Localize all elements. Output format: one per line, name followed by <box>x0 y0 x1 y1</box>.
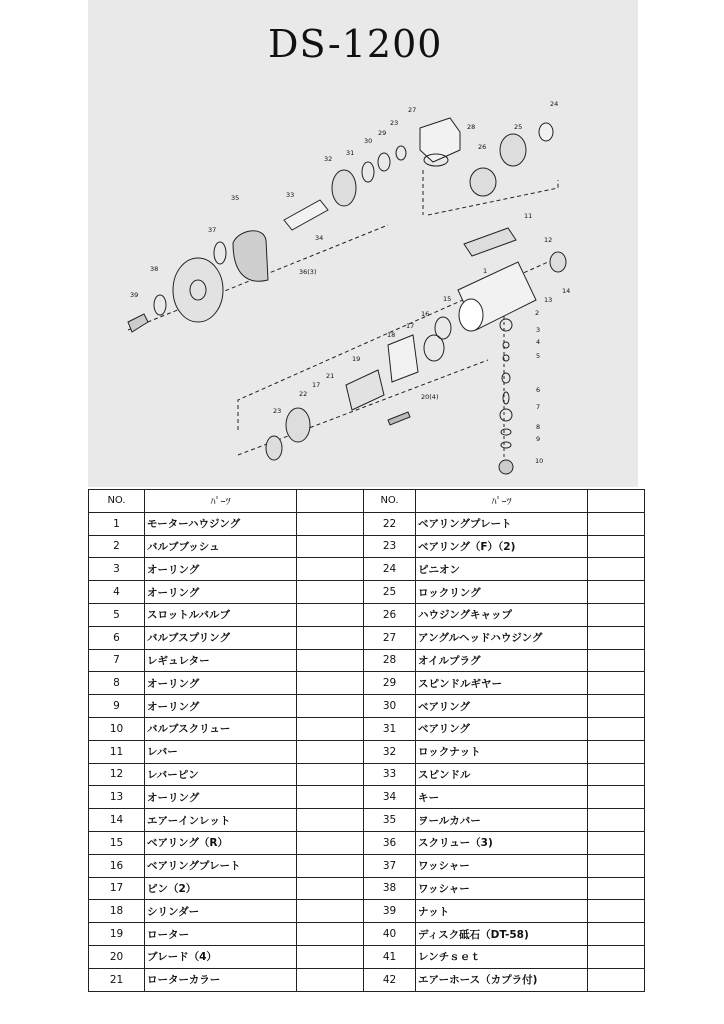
rotor <box>346 370 384 410</box>
part-name: エアーホース（カプラ付) <box>416 968 588 991</box>
part-name: レバー <box>145 740 297 763</box>
part-number: 32 <box>364 740 416 763</box>
blank-cell <box>588 809 645 832</box>
part-name: オーリング <box>145 581 297 604</box>
part-name: バルブブッシュ <box>145 535 297 558</box>
part-name: ベアリング（R） <box>145 831 297 854</box>
part-number: 6 <box>89 626 145 649</box>
label-25: 25 <box>514 123 523 131</box>
part-name: ベアリングプレート <box>145 854 297 877</box>
blank-cell <box>297 558 364 581</box>
part-name: キー <box>416 786 588 809</box>
lever <box>464 228 516 256</box>
part-name: ブレード（4） <box>145 945 297 968</box>
part-number: 26 <box>364 603 416 626</box>
part-name: ロックリング <box>416 581 588 604</box>
blank-cell <box>297 649 364 672</box>
blank-cell <box>588 603 645 626</box>
part-name: オイルプラグ <box>416 649 588 672</box>
blank-cell <box>588 831 645 854</box>
blank-cell <box>588 626 645 649</box>
part-name: オーリング <box>145 786 297 809</box>
cylinder <box>388 335 418 382</box>
blank-cell <box>297 763 364 786</box>
blank-cell <box>588 649 645 672</box>
blank-cell <box>297 900 364 923</box>
label-6: 6 <box>536 386 541 394</box>
label-11: 11 <box>524 212 533 220</box>
part-number: 9 <box>89 695 145 718</box>
part-name: シリンダー <box>145 900 297 923</box>
table-row <box>89 695 645 718</box>
blank-cell <box>588 945 645 968</box>
part-number: 28 <box>364 649 416 672</box>
table-row <box>89 512 645 535</box>
label-3: 3 <box>536 326 541 334</box>
part-number: 30 <box>364 695 416 718</box>
part-number: 3 <box>89 558 145 581</box>
label-2: 2 <box>535 309 540 317</box>
part-name: スピンドルギヤー <box>416 672 588 695</box>
label-17b: 17 <box>312 381 321 389</box>
part-number: 2 <box>89 535 145 558</box>
blank-cell <box>297 512 364 535</box>
o-ring-9 <box>501 442 511 448</box>
blank-cell <box>297 535 364 558</box>
label-30: 30 <box>364 137 373 145</box>
parts-table-body <box>89 512 645 991</box>
blank-cell <box>588 672 645 695</box>
table-row <box>89 558 645 581</box>
label-29: 29 <box>378 129 387 137</box>
o-ring-3 <box>503 342 509 348</box>
blank-cell <box>588 763 645 786</box>
table-row <box>89 649 645 672</box>
blank-cell <box>297 854 364 877</box>
label-7: 7 <box>536 403 541 411</box>
blank-cell <box>588 695 645 718</box>
parts-table <box>88 489 645 992</box>
table-row <box>89 877 645 900</box>
blank-cell <box>297 968 364 991</box>
part-name: ベアリング <box>416 717 588 740</box>
blank-cell <box>297 877 364 900</box>
part-name: ベアリング <box>416 695 588 718</box>
part-number: 20 <box>89 945 145 968</box>
part-number: 16 <box>89 854 145 877</box>
part-number: 31 <box>364 717 416 740</box>
washer-38 <box>154 295 166 315</box>
bearing-plate-22 <box>286 408 310 442</box>
label-16: 16 <box>421 310 430 318</box>
diagram-drawing <box>88 0 638 487</box>
table-header-row <box>89 490 645 513</box>
table-row <box>89 831 645 854</box>
header-parts-left: ﾊﾟｰﾂ <box>145 490 297 513</box>
blank-cell <box>588 923 645 946</box>
part-name: ヲールカバー <box>416 809 588 832</box>
part-number: 25 <box>364 581 416 604</box>
header-blank-right <box>588 490 645 513</box>
part-name: ロックナット <box>416 740 588 763</box>
label-19: 19 <box>352 355 361 363</box>
label-39: 39 <box>130 291 139 299</box>
label-35: 35 <box>231 194 240 202</box>
part-number: 42 <box>364 968 416 991</box>
blank-cell <box>297 809 364 832</box>
label-37: 37 <box>208 226 217 234</box>
table-row <box>89 809 645 832</box>
part-number: 27 <box>364 626 416 649</box>
label-22: 22 <box>299 390 308 398</box>
model-title: DS-1200 <box>268 22 443 66</box>
bearing-23 <box>266 436 282 460</box>
part-name: アングルヘッドハウジング <box>416 626 588 649</box>
blank-cell <box>588 968 645 991</box>
label-27: 27 <box>408 106 417 114</box>
table-row <box>89 900 645 923</box>
part-number: 15 <box>89 831 145 854</box>
blank-cell <box>588 740 645 763</box>
table-row <box>89 603 645 626</box>
table-row <box>89 717 645 740</box>
table-row <box>89 535 645 558</box>
header-no-right: NO. <box>364 490 416 513</box>
blank-cell <box>297 717 364 740</box>
part-number: 19 <box>89 923 145 946</box>
spindle-gear <box>396 146 406 160</box>
label-9: 9 <box>536 435 541 443</box>
part-name: ディスク砥石（DT-58) <box>416 923 588 946</box>
part-name: バルブスクリュー <box>145 717 297 740</box>
part-number: 40 <box>364 923 416 946</box>
part-name: スピンドル <box>416 763 588 786</box>
label-36: 36(3) <box>299 268 317 276</box>
washer-37 <box>214 242 226 264</box>
part-name: レギュレター <box>145 649 297 672</box>
bearing-plate-16 <box>424 335 444 361</box>
part-number: 5 <box>89 603 145 626</box>
blank-cell <box>588 786 645 809</box>
part-number: 7 <box>89 649 145 672</box>
blank-cell <box>297 786 364 809</box>
part-number: 13 <box>89 786 145 809</box>
part-number: 24 <box>364 558 416 581</box>
blank-cell <box>588 512 645 535</box>
table-row <box>89 968 645 991</box>
part-number: 4 <box>89 581 145 604</box>
o-ring-8 <box>501 429 511 435</box>
part-number: 21 <box>89 968 145 991</box>
part-name: オーリング <box>145 558 297 581</box>
nut <box>128 314 148 332</box>
part-number: 17 <box>89 877 145 900</box>
angle-head-housing <box>420 118 460 162</box>
label-21: 21 <box>326 372 335 380</box>
label-15: 15 <box>443 295 452 303</box>
label-33: 33 <box>286 191 295 199</box>
header-no-left: NO. <box>89 490 145 513</box>
blank-cell <box>588 535 645 558</box>
table-row <box>89 945 645 968</box>
part-name: エアーインレット <box>145 809 297 832</box>
part-name: レバーピン <box>145 763 297 786</box>
label-14: 14 <box>562 287 571 295</box>
table-row <box>89 854 645 877</box>
label-32: 32 <box>324 155 333 163</box>
label-5: 5 <box>536 352 541 360</box>
table-row <box>89 626 645 649</box>
blank-cell <box>588 581 645 604</box>
blank-cell <box>297 695 364 718</box>
part-number: 18 <box>89 900 145 923</box>
part-number: 10 <box>89 717 145 740</box>
part-name: ピニオン <box>416 558 588 581</box>
lock-nut <box>332 170 356 206</box>
part-name: バルブスプリング <box>145 626 297 649</box>
part-number: 37 <box>364 854 416 877</box>
bearing-30 <box>378 153 390 171</box>
part-name: レンチｓｅｔ <box>416 945 588 968</box>
part-number: 22 <box>364 512 416 535</box>
part-name: ハウジングキャップ <box>416 603 588 626</box>
label-18: 18 <box>387 331 396 339</box>
valve-bushing <box>500 319 512 331</box>
part-number: 38 <box>364 877 416 900</box>
part-number: 12 <box>89 763 145 786</box>
table-row <box>89 763 645 786</box>
part-name: ローターカラー <box>145 968 297 991</box>
part-number: 35 <box>364 809 416 832</box>
part-number: 41 <box>364 945 416 968</box>
label-38: 38 <box>150 265 159 273</box>
label-10: 10 <box>535 457 544 465</box>
part-name: モーターハウジング <box>145 512 297 535</box>
label-34: 34 <box>315 234 324 242</box>
part-name: ベアリング（F）（2) <box>416 535 588 558</box>
label-17a: 17 <box>406 322 415 330</box>
label-1: 1 <box>483 267 488 275</box>
blank-cell <box>297 672 364 695</box>
label-23: 23 <box>390 119 399 127</box>
part-name: ワッシャー <box>416 877 588 900</box>
blank-cell <box>588 558 645 581</box>
label-26: 26 <box>478 143 487 151</box>
valve-screw <box>499 460 513 474</box>
part-number: 14 <box>89 809 145 832</box>
disc-grinder <box>173 258 223 322</box>
part-number: 29 <box>364 672 416 695</box>
table-row <box>89 740 645 763</box>
blank-cell <box>297 740 364 763</box>
blank-cell <box>588 717 645 740</box>
part-number: 8 <box>89 672 145 695</box>
blade <box>388 412 410 425</box>
exploded-diagram <box>88 0 638 487</box>
bearing-31 <box>362 162 374 182</box>
part-name: ベアリングプレート <box>416 512 588 535</box>
part-name: スクリュー（3) <box>416 831 588 854</box>
label-23b: 23 <box>273 407 282 415</box>
part-name: オーリング <box>145 695 297 718</box>
blank-cell <box>297 626 364 649</box>
part-name: ローター <box>145 923 297 946</box>
header-parts-right: ﾊﾟｰﾂ <box>416 490 588 513</box>
blank-cell <box>297 831 364 854</box>
part-name: ピン（2） <box>145 877 297 900</box>
label-20: 20(4) <box>421 393 439 401</box>
part-name: オーリング <box>145 672 297 695</box>
label-28: 28 <box>467 123 476 131</box>
regulator <box>500 409 512 421</box>
table-row <box>89 786 645 809</box>
part-number: 39 <box>364 900 416 923</box>
blank-cell <box>297 923 364 946</box>
part-name: ナット <box>416 900 588 923</box>
label-31: 31 <box>346 149 355 157</box>
blank-cell <box>588 900 645 923</box>
throttle-valve <box>502 373 510 383</box>
blank-cell <box>588 854 645 877</box>
housing-cap <box>470 168 496 196</box>
spindle <box>284 200 328 230</box>
air-inlet <box>550 252 566 272</box>
blank-cell <box>297 945 364 968</box>
part-name: スロットルバルブ <box>145 603 297 626</box>
table-row <box>89 581 645 604</box>
label-4: 4 <box>536 338 541 346</box>
table-row <box>89 672 645 695</box>
pinion <box>539 123 553 141</box>
blank-cell <box>588 877 645 900</box>
part-number: 34 <box>364 786 416 809</box>
label-8: 8 <box>536 423 541 431</box>
label-24: 24 <box>550 100 559 108</box>
valve-spring <box>503 392 509 404</box>
header-blank-left <box>297 490 364 513</box>
part-number: 33 <box>364 763 416 786</box>
table-row <box>89 923 645 946</box>
wheel-cover <box>233 231 268 281</box>
part-number: 23 <box>364 535 416 558</box>
label-12: 12 <box>544 236 553 244</box>
blank-cell <box>297 581 364 604</box>
part-number: 36 <box>364 831 416 854</box>
blank-cell <box>297 603 364 626</box>
motor-housing-front <box>459 299 483 331</box>
part-number: 11 <box>89 740 145 763</box>
part-number: 1 <box>89 512 145 535</box>
part-name: ワッシャー <box>416 854 588 877</box>
lock-ring <box>500 134 526 166</box>
label-13: 13 <box>544 296 553 304</box>
